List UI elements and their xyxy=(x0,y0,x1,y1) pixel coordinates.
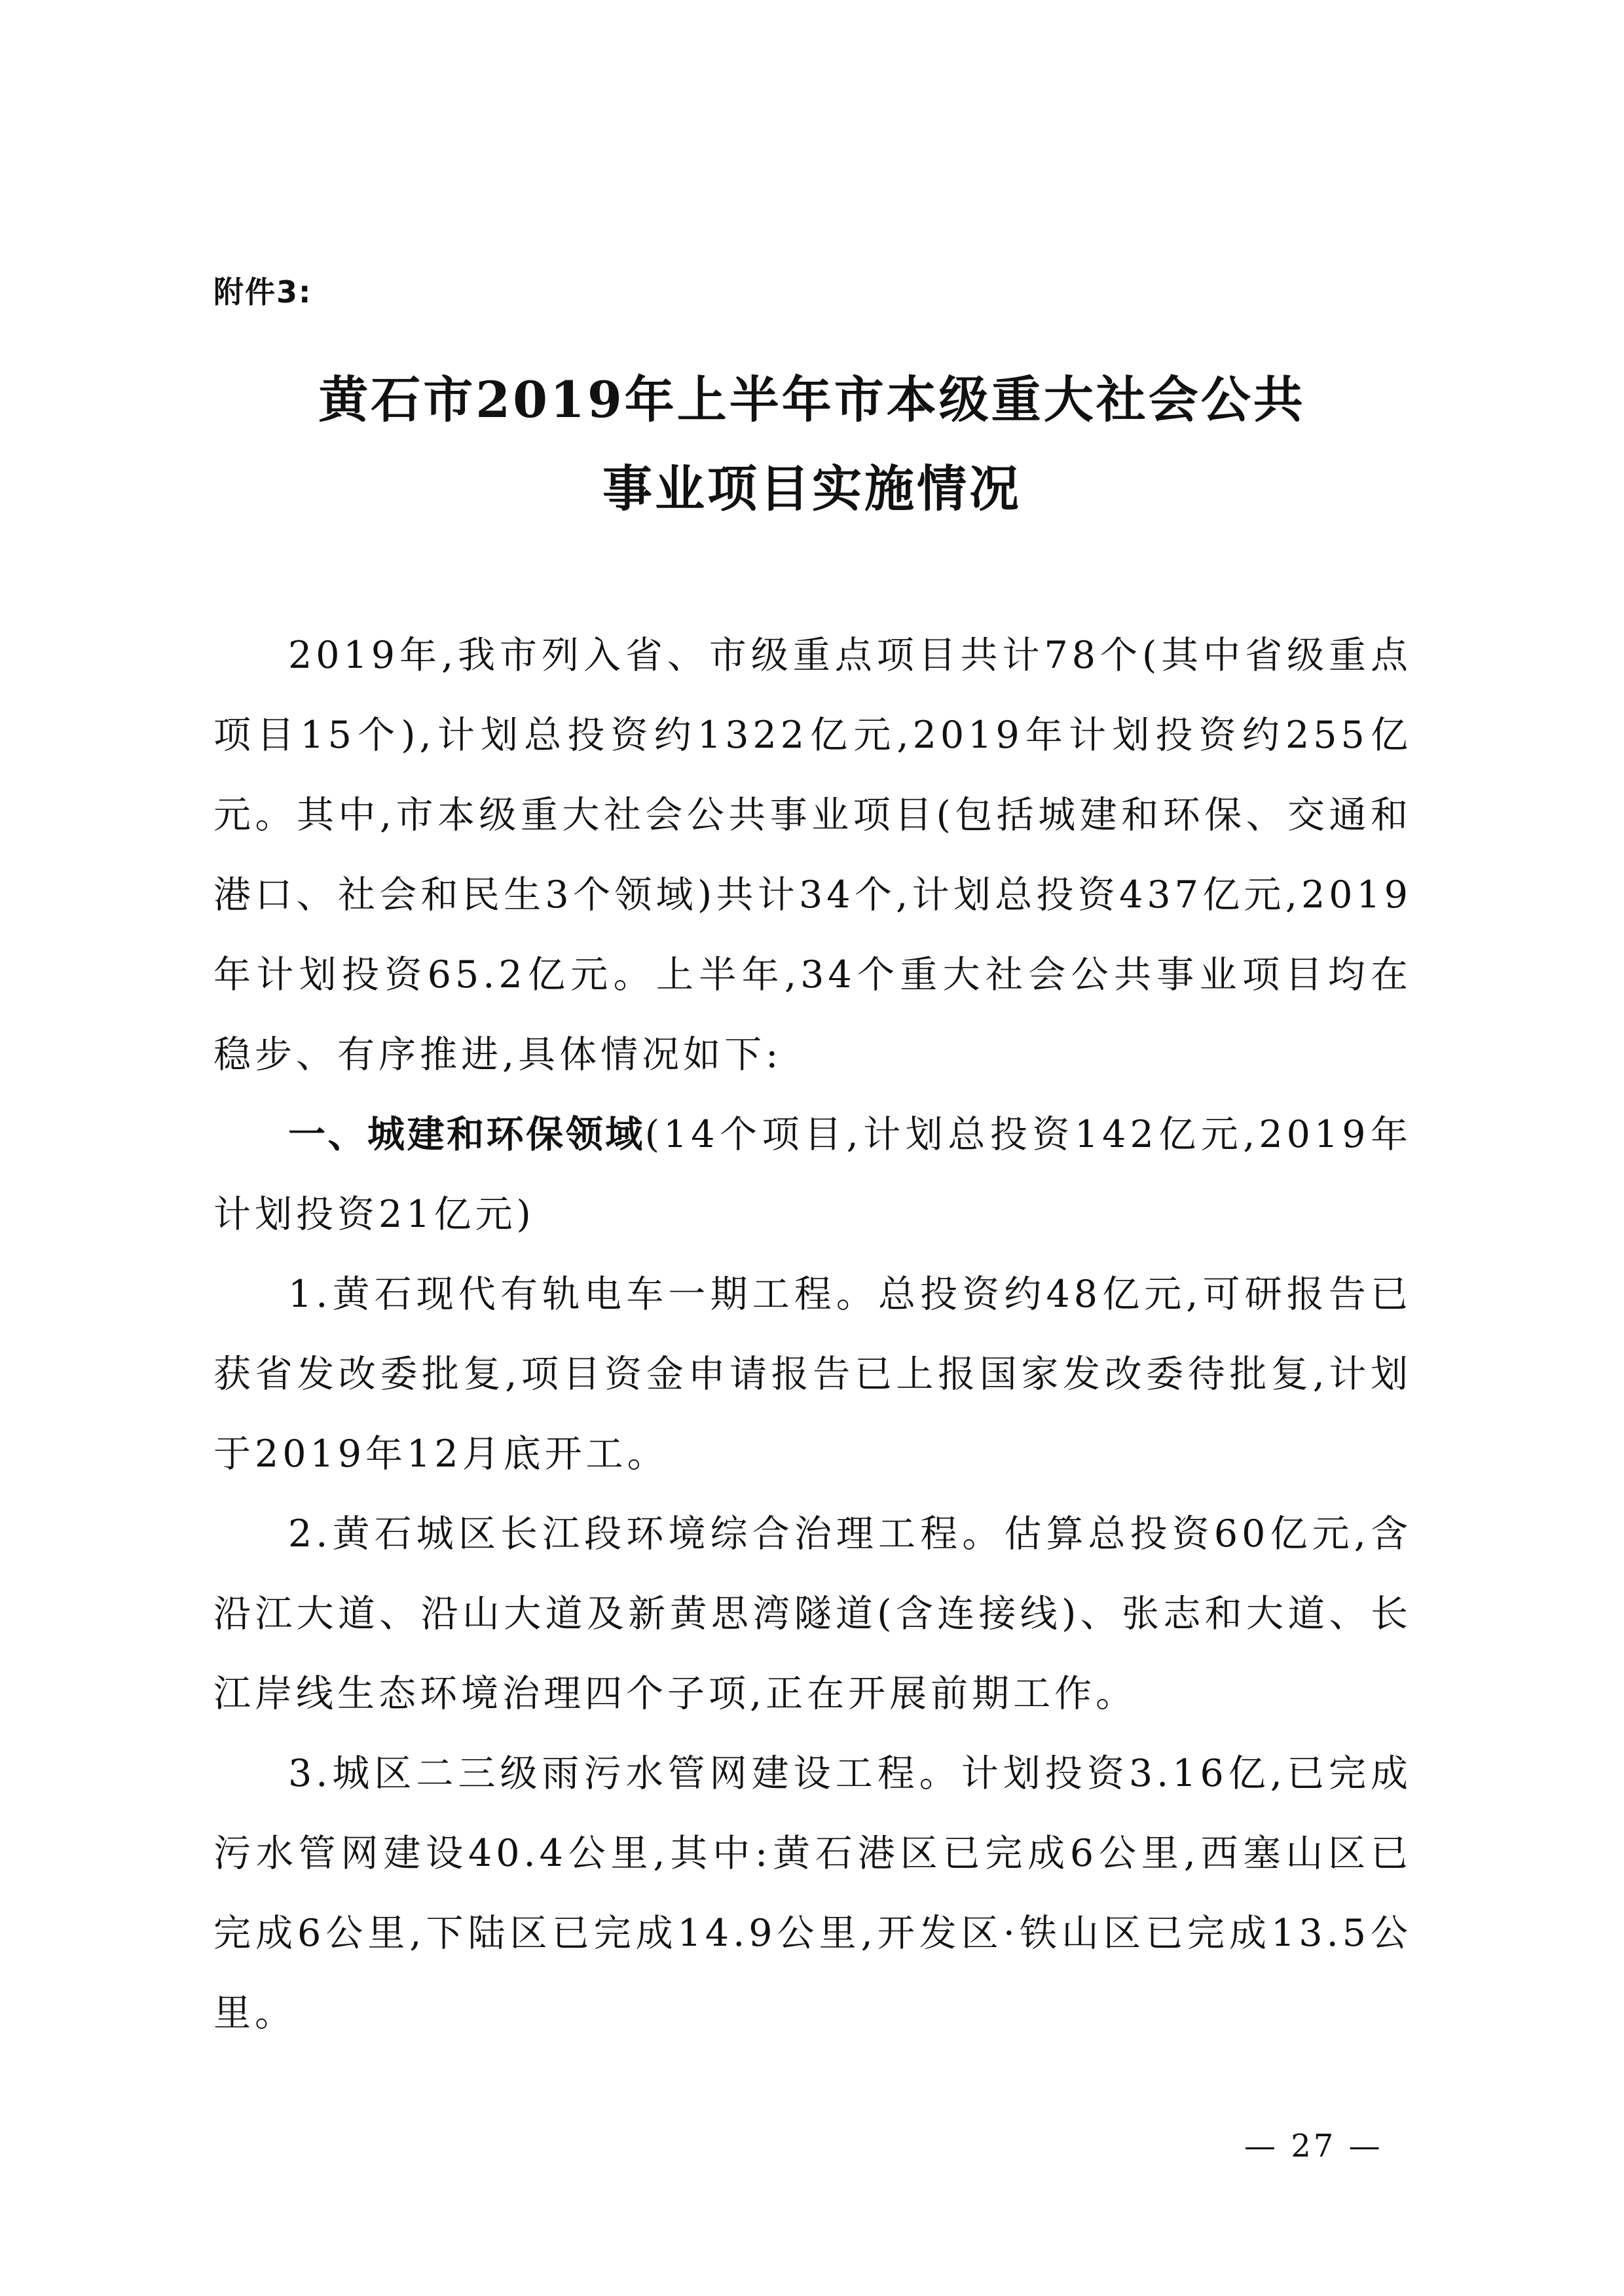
section-1-paragraph xyxy=(213,1095,1412,1254)
attachment-label: 附件3: xyxy=(213,274,312,310)
section-1-detail: (14个项目,计划总投资142亿元,2019年计划投资21亿元) xyxy=(213,1113,1412,1236)
document-title-line-2: 事业项目实施情况 xyxy=(602,460,1022,518)
section-1-heading: 一、城建和环保领域 xyxy=(288,1113,645,1156)
intro-paragraph: 2019年,我市列入省、市级重点项目共计78个(其中省级重点项目15个),计划总投资约1322亿元,2019年计划投资约255亿元。其中,市本级重大社会公共事业项目(包括城建和环保、交通和港口、社会和民生3个领域)共计34个,计划总投资437亿元,2019年计划投资65.2亿元。上半年,34个重大社会公共事业项目均在稳步、有序推进,具体情况如下: xyxy=(213,634,1412,1076)
item-1-paragraph: 1.黄石现代有轨电车一期工程。总投资约48亿元,可研报告已获省发改委批复,项目资金申请报告已上报国家发改委待批复,计划于2019年12月底开工。 xyxy=(213,1273,1412,1476)
document-body xyxy=(213,615,1412,2053)
item-3-paragraph: 3.城区二三级雨污水管网建设工程。计划投资3.16亿,已完成污水管网建设40.4公里,其中:黄石港区已完成6公里,西塞山区已完成6公里,下陆区已完成14.9公里,开发区·铁山区已完成13.5公里。 xyxy=(213,1752,1412,2035)
item-2-paragraph: 2.黄石城区长江段环境综合治理工程。估算总投资60亿元,含沿江大道、沿山大道及新黄思湾隧道(含连接线)、张志和大道、长江岸线生态环境治理四个子项,正在开展前期工作。 xyxy=(213,1512,1412,1715)
document-title-line-1: 黄石市2019年上半年市本级重大社会公共 xyxy=(318,371,1306,429)
page-number: — 27 — xyxy=(1244,2128,1383,2164)
